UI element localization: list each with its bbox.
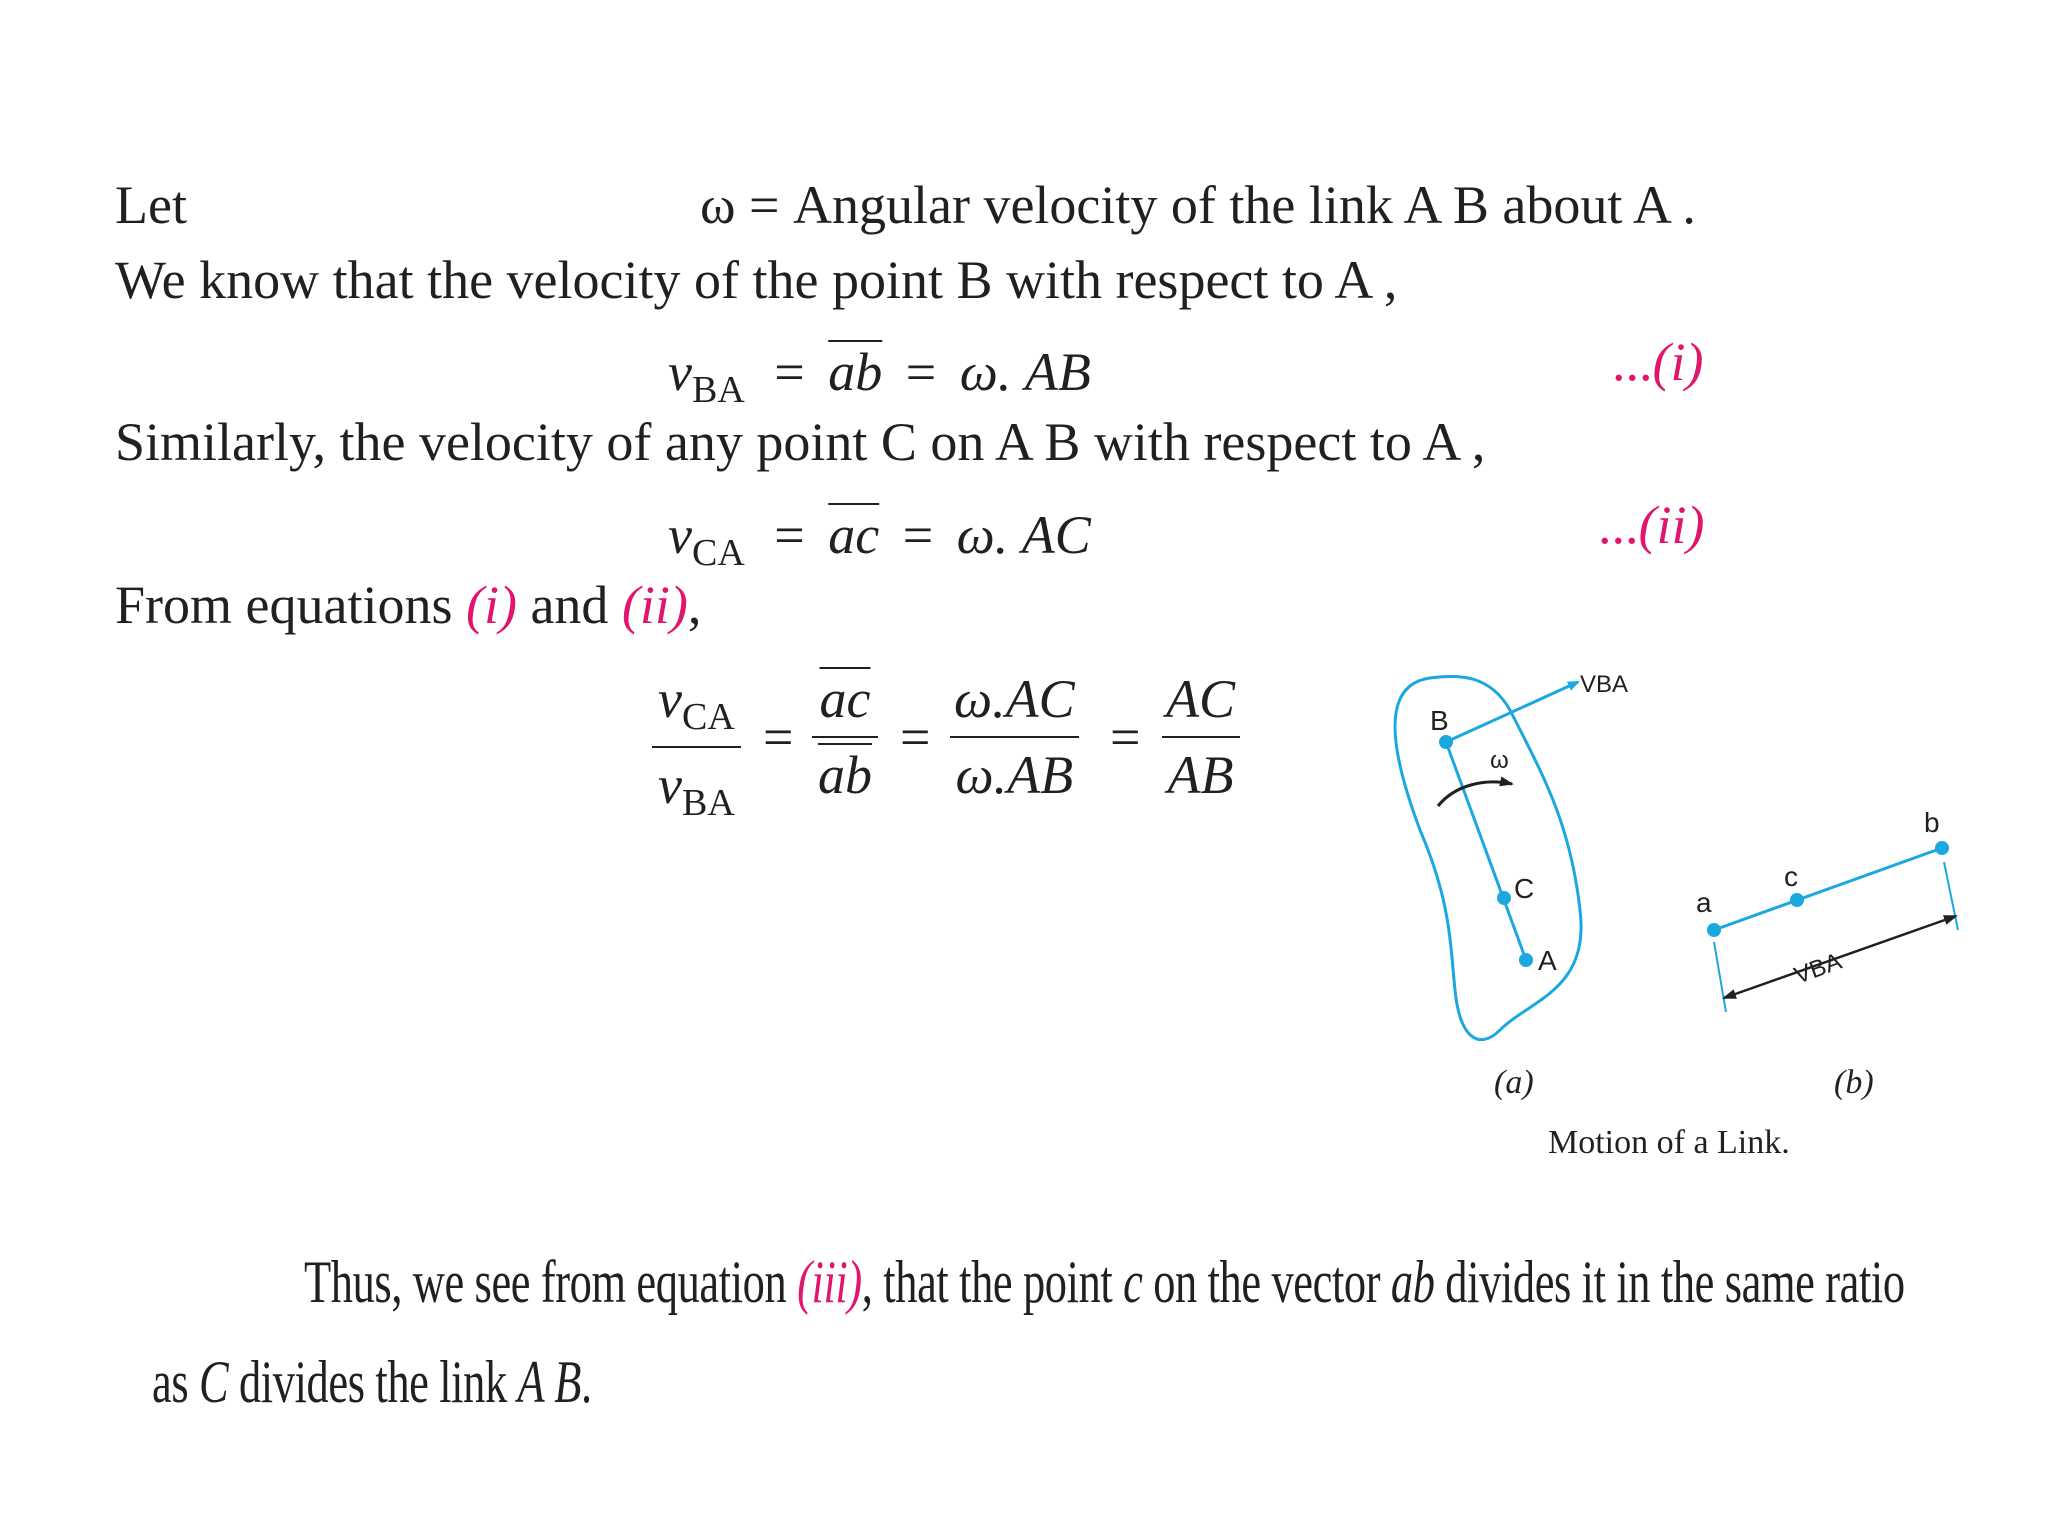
conclusion-link-AB: A B: [517, 1349, 581, 1415]
from-eq-ref-2: (ii): [621, 575, 688, 635]
vector-ab-line: [1714, 848, 1942, 930]
from-eq-mid: and: [516, 575, 622, 635]
eq3-f4-num: AC: [1166, 669, 1236, 729]
eq3-f1-den-sub: BA: [681, 782, 735, 825]
equation-1: [668, 342, 1091, 412]
label-C: C: [1514, 873, 1535, 904]
conclusion-vector-ab: ab: [1390, 1249, 1435, 1315]
eq3-f1-den-v: v: [658, 755, 682, 816]
label-B: B: [1430, 705, 1449, 736]
conclusion-point-c: c: [1123, 1249, 1143, 1315]
figure-caption: Motion of a Link.: [1548, 1124, 1790, 1161]
eq1-equals-b: =: [905, 342, 937, 402]
conclusion-l2-b: divides the link: [228, 1349, 518, 1415]
from-eq-prefix: From equations: [115, 575, 466, 635]
label-c: c: [1784, 861, 1798, 892]
point-c-dot: [1790, 893, 1804, 907]
omega-rotation-arrow: [1438, 782, 1512, 806]
point-B-dot: [1439, 735, 1453, 749]
eq3-equals-2: =: [900, 707, 931, 767]
vba-dimension-arrow: [1724, 916, 1956, 998]
eq3-fraction-lengths: [1160, 669, 1241, 805]
eq3-fraction-omega: [948, 669, 1081, 805]
similarly-statement: Similarly, the velocity of any point C on A B with respect to A ,: [115, 412, 1486, 472]
eq1-lhs-sub: BA: [691, 369, 745, 412]
link-ab-line: [1446, 742, 1526, 960]
label-A: A: [1538, 945, 1557, 976]
eq1-tag: (i): [1652, 332, 1704, 392]
eq3-fraction-velocity: [652, 669, 741, 825]
label-omega: ω: [1490, 747, 1509, 774]
eq2-lhs-sub: CA: [691, 532, 745, 575]
from-equations-statement: [115, 575, 702, 635]
vba-arrow-a: [1446, 682, 1578, 742]
eq1-lhs-v: v: [668, 342, 692, 402]
conclusion-l2-a: as: [152, 1349, 199, 1415]
label-a: a: [1696, 887, 1712, 918]
eq1-equals-a: =: [774, 342, 805, 402]
from-eq-suffix: ,: [687, 575, 702, 635]
eq2-equals-b: =: [902, 505, 934, 565]
eq3-fraction-vectors: [812, 669, 878, 805]
figure-caption-a: (a): [1494, 1064, 1534, 1101]
figure-caption-b: (b): [1834, 1064, 1874, 1101]
label-vba-b: VBA: [1790, 947, 1846, 990]
let-label: Let: [115, 175, 187, 235]
eq3-f4-den: AB: [1167, 745, 1234, 805]
eq2-lhs-v: v: [668, 505, 692, 565]
eq3-f3-num: ω.AC: [954, 669, 1075, 729]
conclusion-link-C: C: [198, 1349, 229, 1415]
point-b-dot: [1935, 841, 1949, 855]
equation-1-tag: [1612, 332, 1704, 392]
conclusion-prefix: Thus, we see from equation: [304, 1249, 798, 1315]
motion-of-link-figure: [1360, 650, 2000, 1190]
label-vba: VBA: [1580, 671, 1629, 698]
eq3-equals-3: =: [1110, 707, 1141, 767]
from-eq-ref-1: (i): [465, 575, 517, 635]
eq2-rhs: ω. AC: [956, 505, 1091, 565]
conclusion-text-b: on the vector: [1142, 1249, 1391, 1315]
conclusion-line-2: [152, 1348, 592, 1417]
eq3-f1-num-sub: CA: [681, 696, 735, 739]
eq2-tag: (ii): [1638, 495, 1705, 555]
eq3-f2-num: $\overline{ac}$: [819, 669, 871, 729]
eq3-f3-den: ω.AB: [955, 745, 1074, 805]
eq3-equals-1: =: [763, 707, 794, 767]
point-a-dot: [1707, 923, 1721, 937]
equation-2: [668, 505, 1091, 575]
equation-2-tag: [1598, 495, 1705, 555]
eq3-f1-num-v: v: [658, 669, 682, 729]
eq2-equals-a: =: [774, 505, 805, 565]
eq2-vector-ac: $\overline{ac}$: [828, 505, 880, 565]
eq1-tag-dots: ...: [1612, 332, 1653, 392]
point-C-dot: [1497, 891, 1511, 905]
extension-line-a: [1714, 942, 1726, 1012]
label-b: b: [1924, 807, 1940, 838]
eq2-tag-dots: ...: [1598, 495, 1639, 555]
conclusion-text-c: divides it in the same ratio: [1434, 1249, 1905, 1315]
conclusion-l2-end: .: [580, 1349, 592, 1415]
conclusion-ref-iii: (iii): [797, 1249, 862, 1315]
eq1-vector-ab: $\overline{ab}$: [828, 342, 883, 402]
eq3-f2-den: ab: [818, 745, 872, 805]
eq1-rhs: ω. AB: [959, 342, 1091, 402]
velocity-ba-statement: We know that the velocity of the point B with respect to A ,: [115, 250, 1398, 310]
omega-definition: ω = Angular velocity of the link A B about A .: [700, 175, 1696, 235]
conclusion-text-a: , that the point: [861, 1249, 1124, 1315]
point-A-dot: [1519, 953, 1533, 967]
conclusion-line-1: [304, 1248, 1905, 1317]
